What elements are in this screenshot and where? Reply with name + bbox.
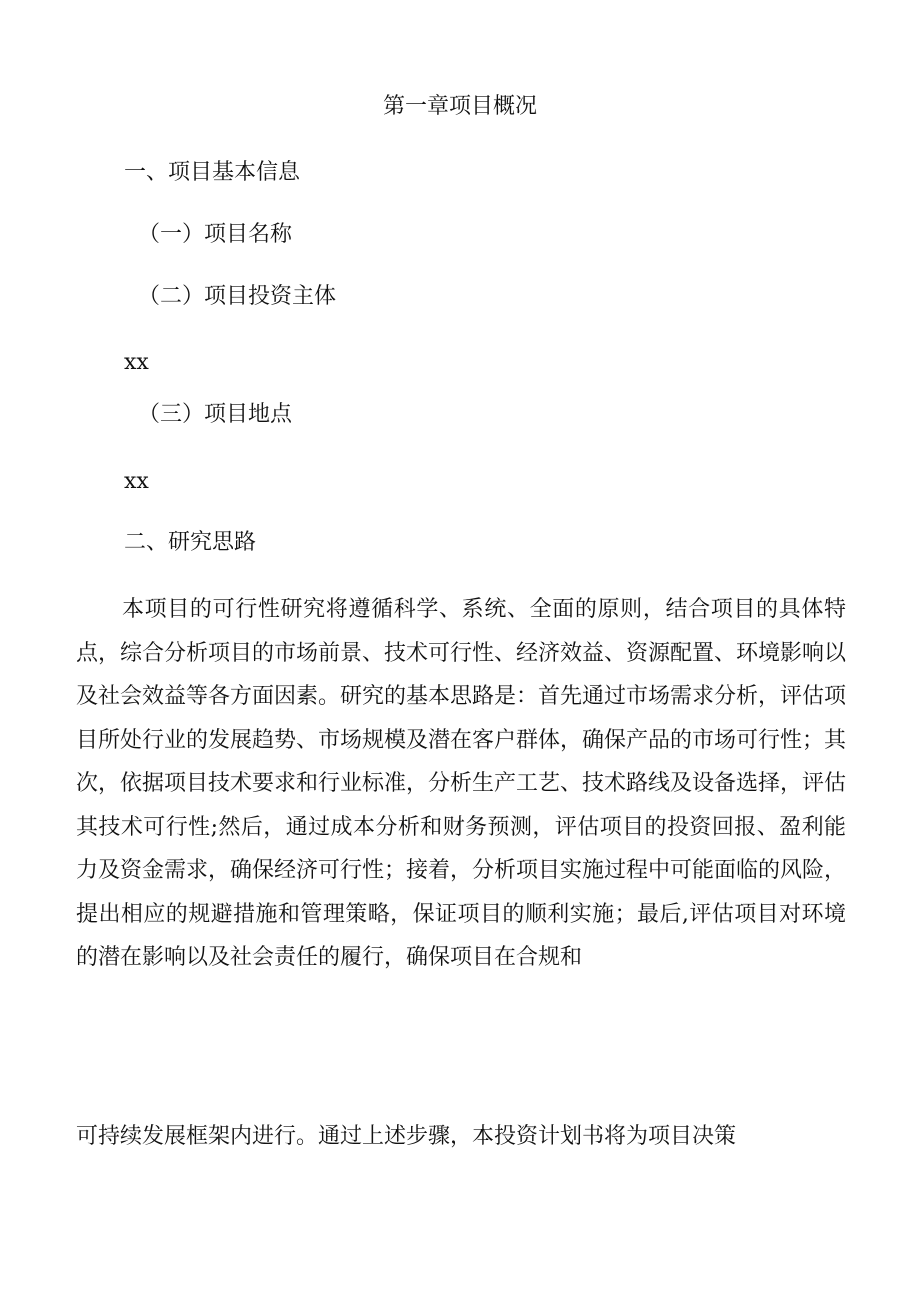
investment-entity-value: xx: [124, 350, 149, 375]
project-location-value: xx: [124, 469, 149, 494]
subheading-project-name: （一）项目名称: [138, 222, 293, 247]
subheading-investment-entity: （二）项目投资主体: [138, 284, 337, 309]
research-approach-paragraph-tail: 可持续发展框架内进行。通过上述步骤，本投资计划书将为项目决策: [76, 1124, 737, 1149]
chapter-title: 第一章项目概况: [382, 94, 537, 119]
section-heading-basic-info: 一、项目基本信息: [124, 160, 301, 185]
subheading-project-location: （三）项目地点: [138, 402, 293, 427]
section-heading-research-approach: 二、研究思路: [124, 530, 257, 555]
research-approach-paragraph: 本项目的可行性研究将遵循科学、系统、全面的原则，结合项目的具体特点，综合分析项目的市场前景、技术可行性、经济效益、资源配置、环境影响以及社会效益等各方面因素。研究的基本思路是：首先通过市场需求分析，评估项目所处行业的发展趋势、市场规模及潜在客户群体，确保产品的市场可行性；其次，依据项目技术要求和行业标准，分析生产工艺、技术路线及设备选择，评估其技术可行性;然后，通过成本分析和财务预测，评估项目的投资回报、盈利能力及资金需求，确保经济可行性；接着，分析项目实施过程中可能面临的风险，提出相应的规避措施和管理策略，保证项目的顺利实施；最后,评估项目对环境的潜在影响以及社会责任的履行，确保项目在合规和: [76, 597, 847, 970]
